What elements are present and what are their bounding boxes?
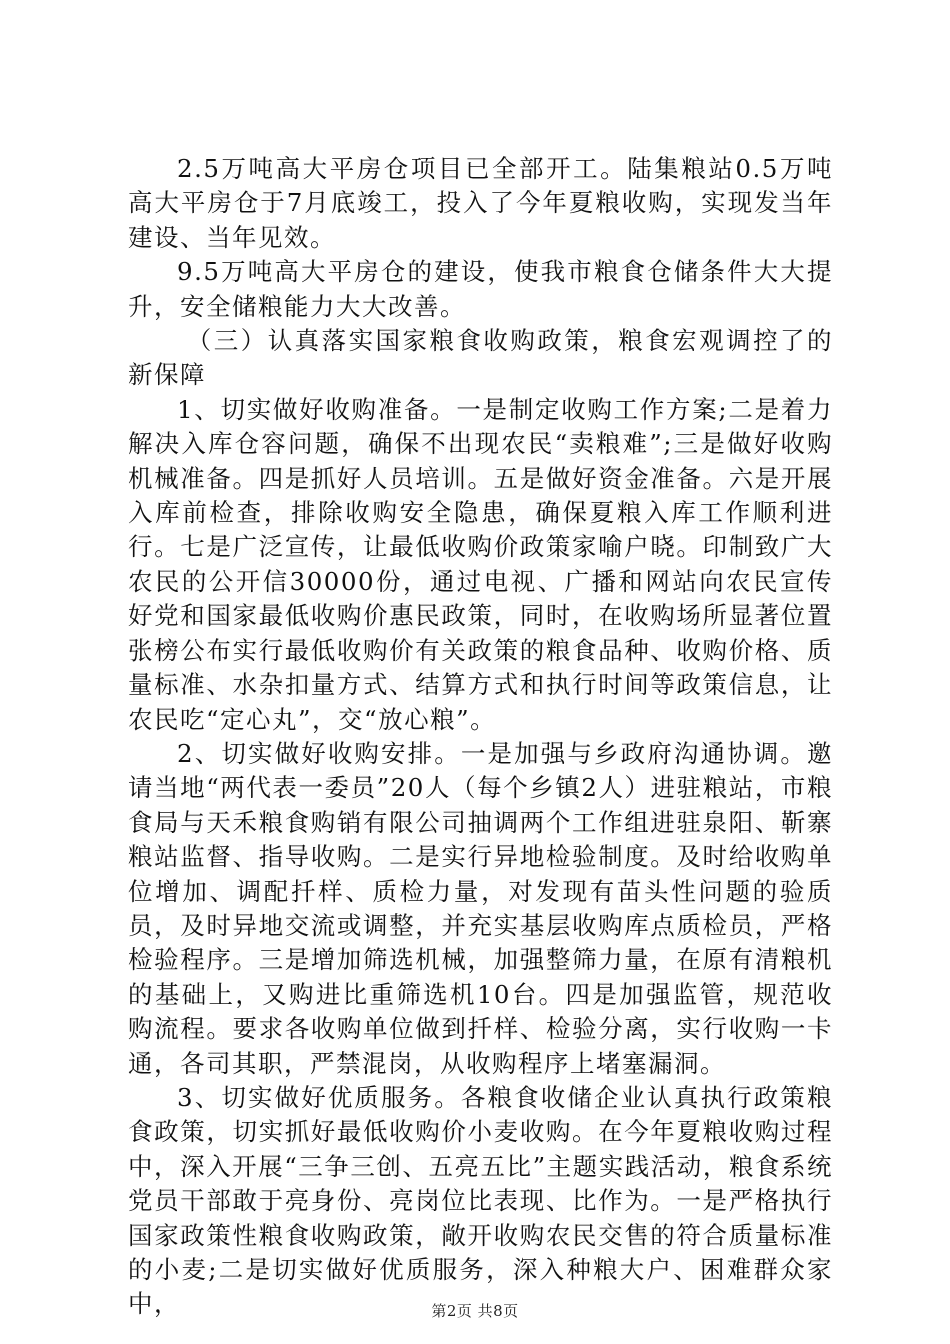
paragraph-2: 9.5万吨高大平房仓的建设，使我市粮食仓储条件大大提升，安全储粮能力大大改善。 xyxy=(128,257,833,321)
document-body xyxy=(128,152,833,1322)
section-heading: （三）认真落实国家粮食收购政策，粮食宏观调控了的新保障 xyxy=(128,326,833,390)
paragraph-5: 3、切实做好优质服务。各粮食收储企业认真执行政策粮食政策，切实抓好最低收购价小麦收购。在今年夏粮收购过程中，深入开展“三争三创、五亮五比”主题实践活动，粮食系统党员干部敢于亮身份、亮岗位比表现、比作为。一是严格执行国家政策性粮食收购政策，敞开收购农民交售的符合质量标准的小麦;二是切实做好优质服务，深入种粮大户、困难群众家中， xyxy=(128,1082,833,1319)
paragraph-1: 2.5万吨高大平房仓项目已全部开工。陆集粮站0.5万吨高大平房仓于7月底竣工，投入了今年夏粮收购，实现发当年建设、当年见效。 xyxy=(128,154,833,252)
page-number-footer: 第2页 共8页 xyxy=(431,1302,519,1320)
paragraph-4: 2、切实做好收购安排。一是加强与乡政府沟通协调。邀请当地“两代表一委员”20人（每个乡镇2人）进驻粮站，市粮食局与天禾粮食购销有限公司抽调两个工作组进驻泉阳、靳寨粮站监督、指导收购。二是实行异地检验制度。及时给收购单位增加、调配扦样、质检力量，对发现有苗头性问题的验质员，及时异地交流或调整，并充实基层收购库点质检员，严格检验程序。三是增加筛选机械，加强整筛力量，在原有清粮机的基础上，又购进比重筛选机10台。四是加强监管，规范收购流程。要求各收购单位做到扦样、检验分离，实行收购一卡通，各司其职，严禁混岗，从收购程序上堵塞漏洞。 xyxy=(128,738,833,1078)
paragraph-3: 1、切实做好收购准备。一是制定收购工作方案;二是着力解决入库仓容问题，确保不出现农民“卖粮难”;三是做好收购机械准备。四是抓好人员培训。五是做好资金准备。六是开展入库前检查，排除收购安全隐患，确保夏粮入库工作顺利进行。七是广泛宣传，让最低收购价政策家喻户晓。印制致广大农民的公开信30000份，通过电视、广播和网站向农民宣传好党和国家最低收购价惠民政策，同时，在收购场所显著位置张榜公布实行最低收购价有关政策的粮食品种、收购价格、质量标准、水杂扣量方式、结算方式和执行时间等政策信息，让农民吃“定心丸”，交“放心粮”。 xyxy=(128,394,833,734)
